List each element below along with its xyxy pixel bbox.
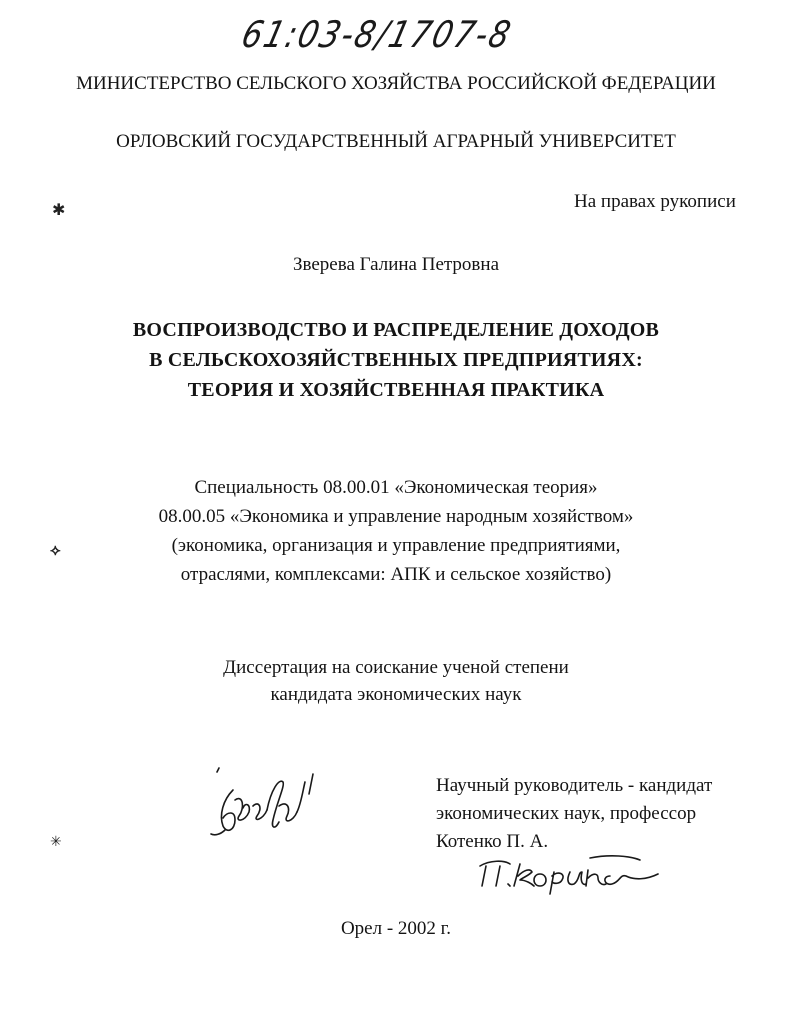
university-heading: ОРЛОВСКИЙ ГОСУДАРСТВЕННЫЙ АГРАРНЫЙ УНИВЕРСИТЕТ (116, 131, 676, 152)
handwritten-archive-code: 61:03-8/1707-8 (237, 14, 517, 57)
ministry-heading: МИНИСТЕРСТВО СЕЛЬСКОГО ХОЗЯЙСТВА РОССИЙСКОЙ ФЕДЕРАЦИИ (76, 73, 716, 94)
degree-line: кандидата экономических наук (270, 684, 522, 705)
specialty-line: (экономика, организация и управление предприятиями, (171, 535, 621, 556)
author-signature (205, 760, 335, 850)
city-year: Орел - 2002 г. (340, 918, 452, 939)
degree-block (0, 654, 792, 708)
supervisor-line: экономических наук, профессор (436, 803, 697, 824)
specialty-line: Специальность 08.00.01 «Экономическая теория» (194, 477, 598, 498)
title-line: ВОСПРОИЗВОДСТВО И РАСПРЕДЕЛЕНИЕ ДОХОДОВ (132, 319, 660, 341)
manuscript-note: На правах рукописи (574, 191, 736, 212)
margin-mark: ✱ (52, 200, 66, 219)
margin-mark: ⟡ (50, 540, 61, 559)
title-line: ТЕОРИЯ И ХОЗЯЙСТВЕННАЯ ПРАКТИКА (187, 379, 605, 401)
degree-line: Диссертация на соискание ученой степени (223, 657, 569, 678)
dissertation-title (0, 315, 792, 405)
title-line: В СЕЛЬСКОХОЗЯЙСТВЕННЫХ ПРЕДПРИЯТИЯХ: (149, 349, 643, 371)
supervisor-line: Научный руководитель - кандидат (436, 775, 713, 796)
supervisor-signature (470, 850, 670, 895)
specialty-block (0, 473, 792, 589)
specialty-line: 08.00.05 «Экономика и управление народным хозяйством» (158, 506, 634, 527)
author-name: Зверева Галина Петровна (292, 254, 500, 275)
supervisor-block (436, 772, 712, 856)
specialty-line: отраслями, комплексами: АПК и сельское хозяйство) (180, 564, 612, 585)
margin-mark: ✳ (50, 834, 62, 850)
supervisor-line: Котенко П. А. (436, 831, 549, 852)
